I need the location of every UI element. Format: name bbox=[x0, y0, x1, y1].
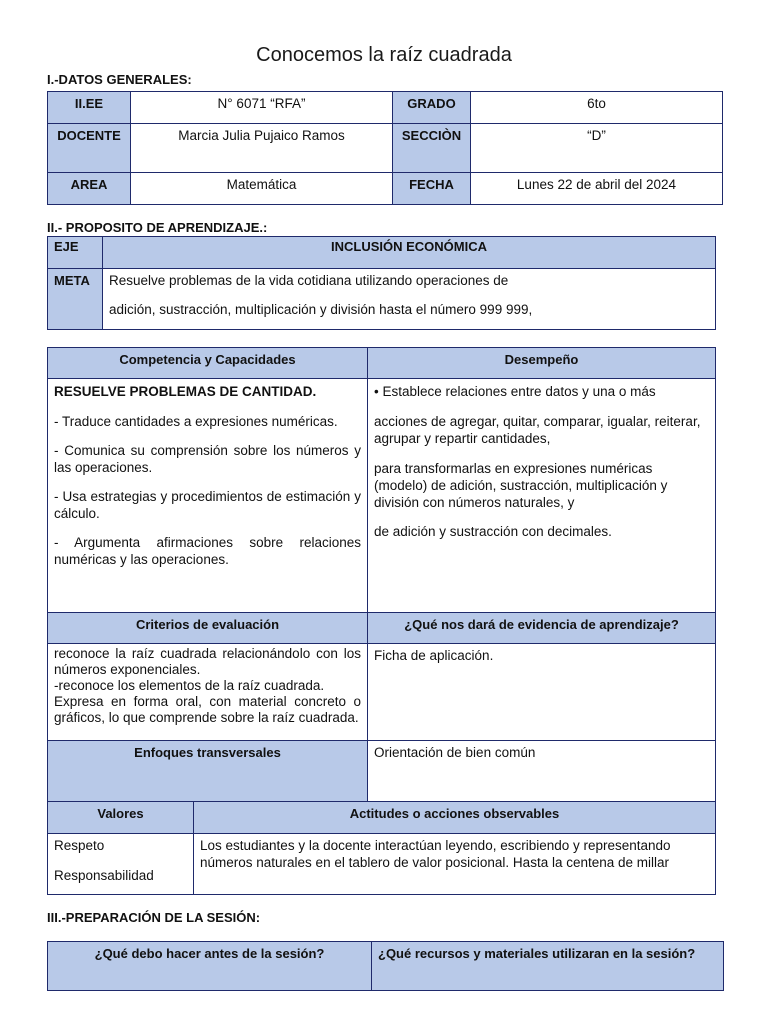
criterio-item: reconoce la raíz cuadrada relacionándolo con los números exponenciales. bbox=[54, 646, 361, 677]
enfoques-label: Enfoques transversales bbox=[48, 741, 368, 802]
iiee-label: II.EE bbox=[48, 92, 131, 124]
valores-header: Valores bbox=[48, 802, 194, 834]
general-data-table bbox=[47, 91, 723, 205]
criterio-item: Expresa en forma oral, con material concreto o gráficos, lo que comprende sobre la raíz cuadrada. bbox=[54, 694, 361, 725]
competencia-table bbox=[47, 347, 716, 802]
capacidad-item: - Argumenta afirmaciones sobre relaciones numéricas y las operaciones. bbox=[54, 535, 361, 567]
meta-line-2: adición, sustracción, multiplicación y división hasta el número 999 999, bbox=[109, 302, 533, 317]
grado-label: GRADO bbox=[393, 92, 471, 124]
actitudes-value: Los estudiantes y la docente interactúan leyendo, escribiendo y representando números naturales en el tablero de valor posicional. Hasta la centena de millar bbox=[194, 834, 716, 895]
meta-value bbox=[103, 269, 716, 330]
desempeno-item: acciones de agregar, quitar, comparar, igualar, reiterar, agrupar y repartir cantidades, bbox=[374, 414, 701, 446]
valores-table bbox=[47, 801, 716, 895]
seccion-label: SECCIÒN bbox=[393, 124, 471, 173]
actitudes-header: Actitudes o acciones observables bbox=[194, 802, 716, 834]
preparacion-table bbox=[47, 941, 724, 991]
criterios-header: Criterios de evaluación bbox=[48, 613, 368, 644]
antes-sesion-header: ¿Qué debo hacer antes de la sesión? bbox=[48, 942, 372, 991]
desempeno-item: para transformarlas en expresiones numéricas (modelo) de adición, sustracción, multiplicación y división con números naturales, y bbox=[374, 461, 668, 510]
docente-label: DOCENTE bbox=[48, 124, 131, 173]
enfoques-value: Orientación de bien común bbox=[368, 741, 716, 802]
desempeno-item: de adición y sustracción con decimales. bbox=[374, 524, 612, 539]
area-label: AREA bbox=[48, 173, 131, 205]
iiee-value: N° 6071 “RFA” bbox=[131, 92, 393, 124]
area-value: Matemática bbox=[131, 173, 393, 205]
page-title: Conocemos la raíz cuadrada bbox=[256, 44, 512, 66]
capacidad-item: - Usa estrategias y procedimientos de estimación y cálculo. bbox=[54, 489, 361, 521]
recursos-header: ¿Qué recursos y materiales utilizaran en la sesión? bbox=[372, 942, 724, 991]
competencia-header: Competencia y Capacidades bbox=[48, 348, 368, 379]
docente-value: Marcia Julia Pujaico Ramos bbox=[131, 124, 393, 173]
proposito-table bbox=[47, 236, 716, 330]
valor-item: Responsabilidad bbox=[54, 868, 154, 883]
section-heading-proposito: II.- PROPOSITO DE APRENDIZAJE.: bbox=[47, 220, 268, 235]
criterio-item: -reconoce los elementos de la raíz cuadrada. bbox=[54, 678, 325, 693]
eje-label: EJE bbox=[48, 237, 103, 269]
evidencia-header: ¿Qué nos dará de evidencia de aprendizaje? bbox=[368, 613, 716, 644]
desempeno-item: • Establece relaciones entre datos y una o más bbox=[374, 384, 656, 399]
competencia-title: RESUELVE PROBLEMAS DE CANTIDAD. bbox=[54, 384, 317, 399]
evidencia-value: Ficha de aplicación. bbox=[368, 644, 716, 741]
valor-item: Respeto bbox=[54, 838, 105, 853]
grado-value: 6to bbox=[471, 92, 723, 124]
capacidad-item: - Comunica su comprensión sobre los números y las operaciones. bbox=[54, 443, 361, 475]
competencia-cell bbox=[48, 379, 368, 613]
desempeno-cell bbox=[368, 379, 716, 613]
section-heading-datos-generales: I.-DATOS GENERALES: bbox=[47, 72, 192, 87]
criterios-cell bbox=[48, 644, 368, 741]
eje-value: INCLUSIÓN ECONÓMICA bbox=[103, 237, 716, 269]
desempeno-header: Desempeño bbox=[368, 348, 716, 379]
fecha-value: Lunes 22 de abril del 2024 bbox=[471, 173, 723, 205]
capacidad-item: - Traduce cantidades a expresiones numéricas. bbox=[54, 414, 338, 429]
valores-cell bbox=[48, 834, 194, 895]
meta-label: META bbox=[48, 269, 103, 330]
fecha-label: FECHA bbox=[393, 173, 471, 205]
seccion-value: “D” bbox=[471, 124, 723, 173]
meta-line-1: Resuelve problemas de la vida cotidiana utilizando operaciones de bbox=[109, 273, 509, 288]
section-heading-preparacion: III.-PREPARACIÓN DE LA SESIÓN: bbox=[47, 910, 261, 925]
